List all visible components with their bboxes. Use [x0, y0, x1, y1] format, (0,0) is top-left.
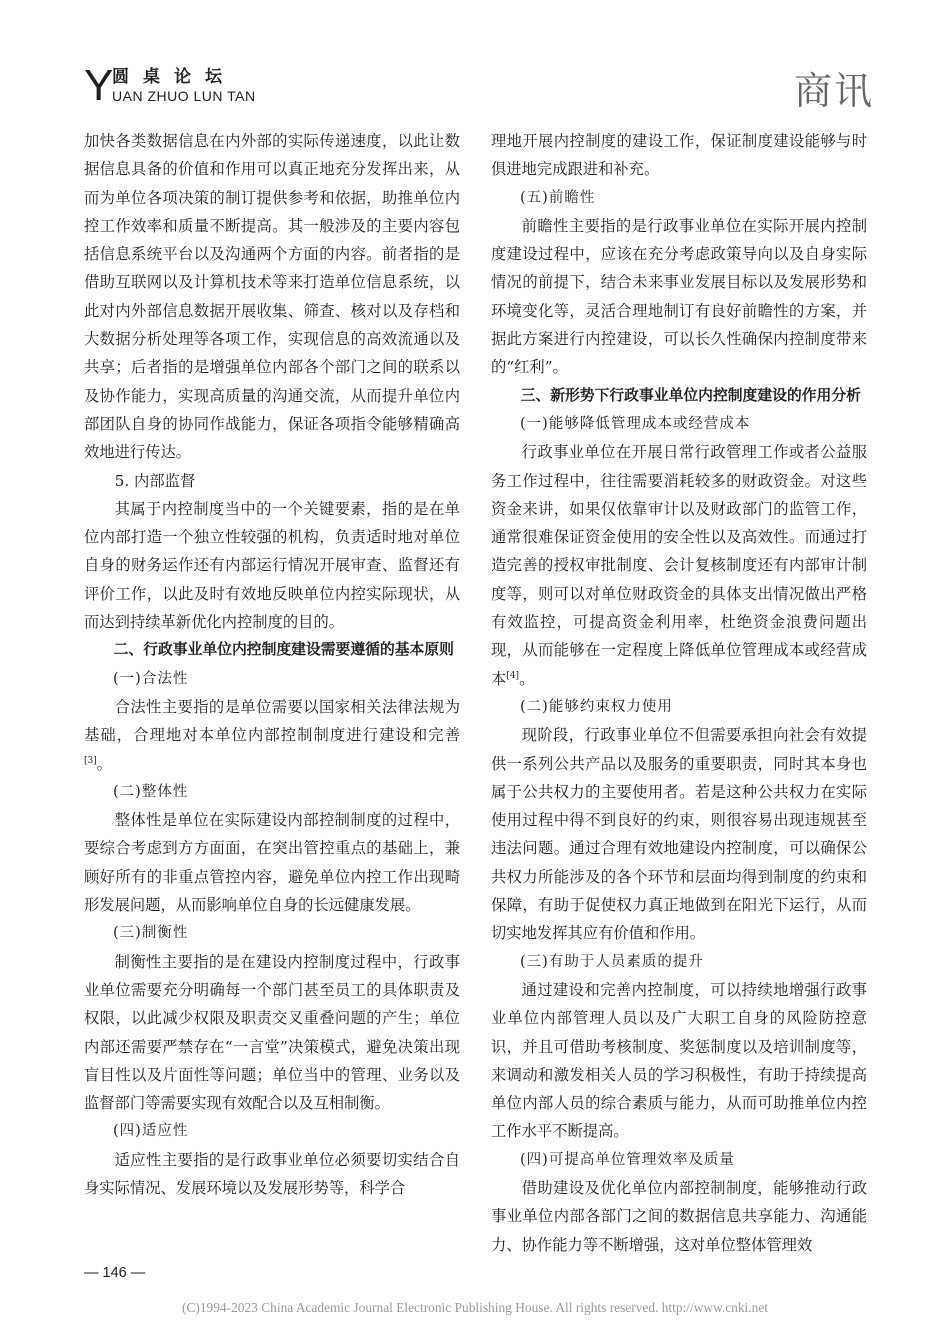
subsection-heading: [491, 693, 867, 721]
paragraph-text: (四)可提高单位管理效率及质量: [520, 1151, 735, 1168]
paragraph-text: (四)适应性: [113, 1123, 189, 1140]
paragraph-text: 行政事业单位在开展日常行政管理工作或者公益服务工作过程中，往往需要消耗较多的财政资金。对这些资金来讲，如果仅依靠审计以及财政部门的监管工作，通常很难保证资金使用的安全性以及高效性。而通过打造完善的授权审批制度、会计复核制度还有内部审计制度等，则可以对单位财政资金的具体支出情况做出严格有效监控，可提高资金利用率，杜绝资金浪费问题出现，从而能够在一定程度上降低单位管理成本或经营成本: [491, 443, 867, 688]
subsection-heading: [491, 1146, 867, 1174]
body-paragraph: [84, 948, 460, 1118]
paragraph-text: 整体性是单位在实际建设内部控制制度的过程中，要综合考虑到方方面面，在突出管控重点的基础上，兼顾好所有的非重点管控内容，避免单位内控工作出现畸形发展问题，从而影响单位自身的长远健康发展。: [84, 811, 460, 915]
subsection-heading: [84, 778, 460, 806]
column-title-en: UAN ZHUO LUN TAN: [112, 88, 256, 104]
subsection-heading: [491, 410, 867, 438]
subsection-heading: [84, 919, 460, 947]
subsection-heading: [491, 948, 867, 976]
left-column: [84, 127, 460, 1202]
paragraph-text: 前瞻性主要指的是行政事业单位在实际开展内控制度建设过程中，应该在充分考虑政策导向以及自身实际情况的前提下，结合未来事业发展目标以及发展形势和环境变化等，灵活合理地制订有良好前瞻性的方案，并据此方案进行内控建设，可以长久性确保内控制度带来的“红利”。: [491, 216, 867, 377]
copyright-footer: (C)1994-2023 China Academic Journal Electronic Publishing House. All rights reserved. http://www.cnki.net: [182, 1300, 768, 1315]
body-paragraph: [491, 127, 867, 184]
body-paragraph: [491, 1174, 867, 1259]
paragraph-text: (二)整体性: [113, 783, 189, 800]
body-paragraph: [84, 806, 460, 919]
paragraph-text: (二)能够约束权力使用: [520, 698, 673, 715]
paragraph-text: 其属于内控制度当中的一个关键要素，指的是在单位内部打造一个独立性较强的机构，负责适时地对单位自身的财务运作还有内部运行情况开展审查、监督还有评价工作，以此及时有效地反映单位内控实际现状，从而达到持续革新优化内控制度的目的。: [84, 499, 460, 632]
paragraph-text: 现阶段，行政事业单位不但需要承担向社会有效提供一系列公共产品以及服务的重要职责，同时其本身也属于公共权力的主要使用者。若是这种公共权力在实际使用过程中得不到良好的约束，则很容易出现违规甚至违法问题。通过合理有效地建设内控制度，可以确保公共权力所能涉及的各个环节和层面均得到制度的约束和保障，有助于促使权力真正地做到在阳光下运行，从而切实地发挥其应有价值和作用。: [491, 726, 867, 943]
paragraph-text: (一)合法性: [113, 670, 189, 687]
column-title-cn: 圆桌论坛: [112, 67, 236, 87]
citation-ref: [4]: [506, 670, 520, 681]
paragraph-text: (五)前瞻性: [520, 189, 596, 206]
paragraph-text: 合法性主要指的是单位需要以国家相关法律法规为基础，合理地对本单位内部控制制度进行建设和完善: [84, 697, 460, 745]
body-paragraph: [491, 212, 867, 382]
paragraph-text: 制衡性主要指的是在建设内控制度过程中，行政事业单位需要充分明确每一个部门甚至员工的具体职责及权限，以此减少权限及职责交叉重叠问题的产生；单位内部还需要严禁存在“一言堂”决策模式，避免决策出现盲目性以及片面性等问题；单位当中的管理、业务以及监督部门等需要实现有效配合以及互相制衡。: [84, 952, 460, 1113]
paragraph-text: 通过建设和完善内控制度，可以持续地增强行政事业单位内部管理人员以及广大职工自身的风险防控意识，并且可借助考核制度、奖惩制度以及培训制度等，来调动和激发相关人员的学习积极性，有助于持续提高单位内部人员的综合素质与能力，从而可助推单位内控工作水平不断提高。: [491, 980, 867, 1141]
body-paragraph: [491, 438, 867, 693]
paragraph-text: 加快各类数据信息在内外部的实际传递速度，以此让数据信息具备的价值和作用可以真正地充分发挥出来，从而为单位各项决策的制订提供参考和依据，助推单位内控工作效率和质量不断提高。其一般涉及的主要内容包括信息系统平台以及沟通两个方面的内容。前者指的是借助互联网以及计算机技术等来打造单位信息系统，以此对内外部信息数据开展收集、筛查、核对以及存档和大数据分析处理等各项工作，实现信息的高效流通以及共享；后者指的是增强单位内部各个部门之间的联系以及协作能力，实现高质量的沟通交流，从而提升单位内部团队自身的协同作战能力，保证各项指令能够精确高效地进行传达。: [84, 132, 460, 462]
paragraph-text: 二、行政事业单位内控制度建设需要遵循的基本原则: [113, 641, 454, 659]
journal-logo-letter: Y: [84, 61, 114, 110]
paragraph-end: 。: [96, 754, 113, 773]
section-heading: [491, 382, 867, 410]
body-paragraph: [84, 127, 460, 467]
body-paragraph: [84, 1146, 460, 1203]
paragraph-end: 。: [519, 669, 535, 688]
paragraph-text: 5. 内部监督: [114, 471, 196, 490]
right-column: [491, 127, 867, 1259]
paragraph-text: (三)制衡性: [113, 925, 189, 942]
body-paragraph: [84, 467, 460, 495]
journal-header: [84, 61, 874, 114]
paragraph-text: (三)有助于人员素质的提升: [520, 953, 704, 970]
body-paragraph: [84, 693, 460, 778]
page-number: — 146 —: [84, 1265, 146, 1281]
section-heading: [84, 636, 460, 664]
paragraph-text: 适应性主要指的是行政事业单位必须要切实结合自身实际情况、发展环境以及发展形势等，科学合: [84, 1150, 460, 1197]
citation-ref: [3]: [84, 755, 97, 766]
body-paragraph: [491, 721, 867, 947]
subsection-heading: [84, 1117, 460, 1145]
paragraph-text: 三、新形势下行政事业单位内控制度建设的作用分析: [520, 386, 861, 404]
subsection-heading: [491, 184, 867, 212]
paragraph-text: 理地开展内控制度的建设工作，保证制度建设能够与时俱进地完成跟进和补充。: [491, 132, 867, 179]
journal-brand: 商讯: [793, 69, 874, 113]
body-paragraph: [491, 976, 867, 1146]
subsection-heading: [84, 665, 460, 693]
paragraph-text: (一)能够降低管理成本或经营成本: [520, 415, 751, 432]
body-paragraph: [84, 495, 460, 636]
paragraph-text: 借助建设及优化单位内部控制制度，能够推动行政事业单位内部各部门之间的数据信息共享能力、沟通能力、协作能力等不断增强，这对单位整体管理效: [491, 1178, 867, 1254]
